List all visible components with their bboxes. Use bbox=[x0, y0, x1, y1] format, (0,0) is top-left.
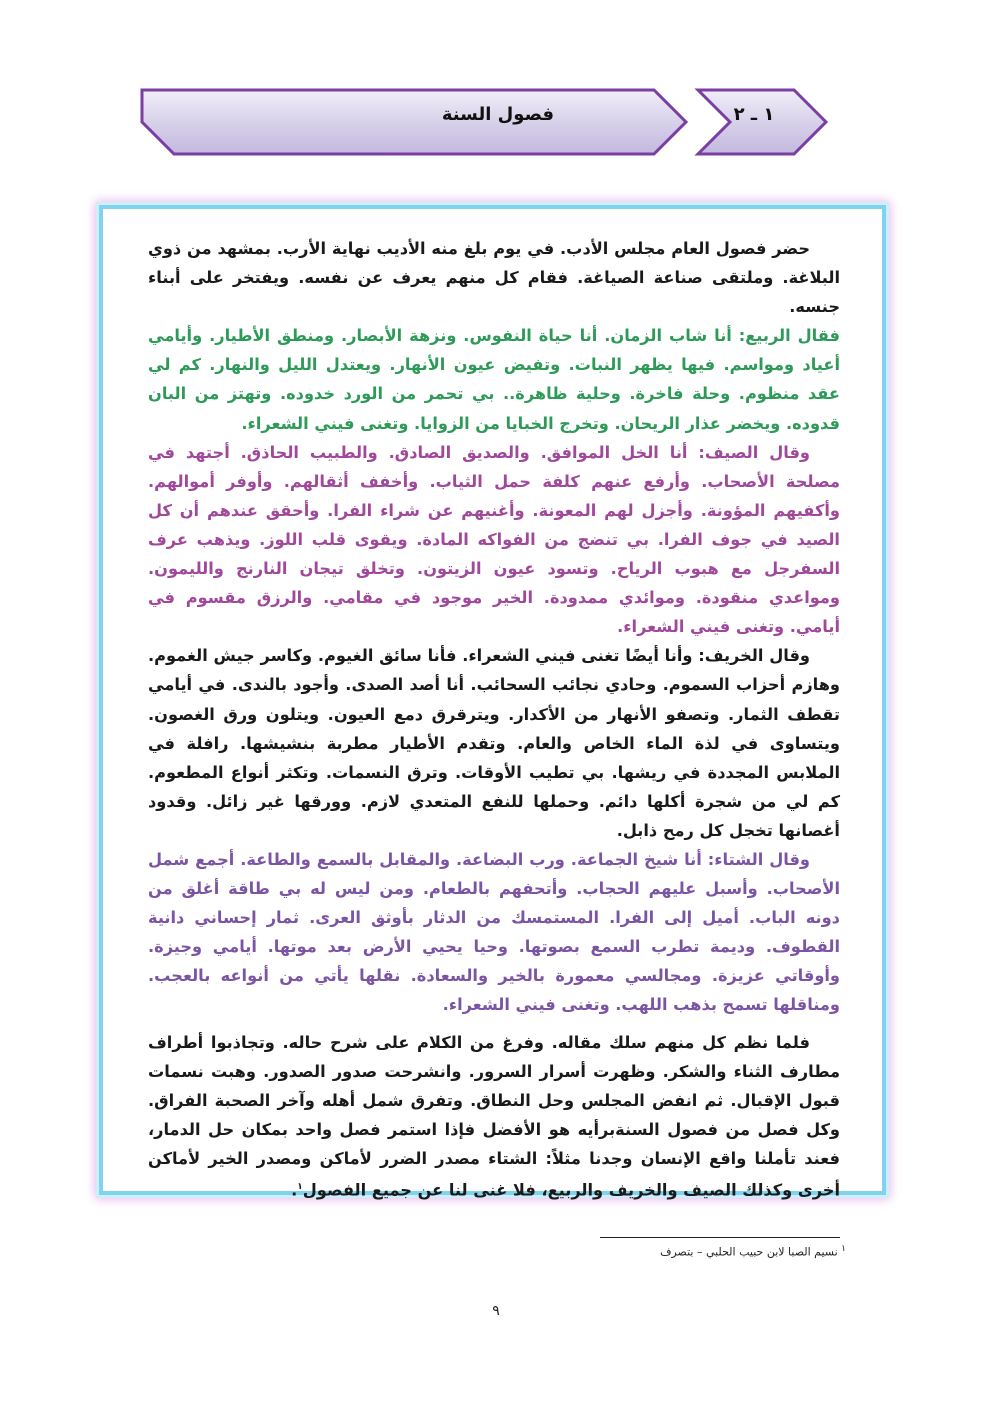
page-number: ٩ bbox=[492, 1303, 500, 1319]
section-banner bbox=[138, 86, 830, 158]
footnote-text: نسيم الصبا لابن حبيب الحلبي – بتصرف bbox=[660, 1245, 838, 1259]
footnote bbox=[560, 1244, 846, 1259]
footnote-marker: ١ bbox=[841, 1244, 846, 1254]
footnote-reference: ١ bbox=[297, 1182, 303, 1192]
footnote-divider bbox=[600, 1237, 840, 1238]
closing-period: . bbox=[291, 1180, 298, 1200]
summer-paragraph: وقال الصيف: أنا الخل الموافق. والصديق الصادق. والطبيب الحاذق. أجتهد في مصلحة الأصحاب. وأرفع عنهم كلفة حمل الثياب. وأخفف أثقالهم. وأوفر أموالهم. وأكفيهم المؤونة. وأجزل لهم المعونة. وأغنيهم عن شراء الفرا. وأحقق عندهم أن كل الصيد في جوف الفرا. بي تنضج من الفواكه المادة. ويقوى قلب اللوز. ويذهب عرف السفرجل مع هبوب الرياح. وتسود عيون الزيتون. وتخلق تيجان النارنج والليمون. ومواعدي منقودة. وموائدي ممدودة. الخير موجود في مقامي. والرزق مقسوم في أيامي. وتغنى فيني الشعراء. bbox=[148, 442, 840, 637]
winter-paragraph: وقال الشتاء: أنا شيخ الجماعة. ورب البضاعة. والمقابل بالسمع والطاعة. أجمع شمل الأصحاب. وأسبل عليهم الحجاب. وأتحفهم بالطعام. ومن ليس له بي طاقة أغلق من دونه الباب. أميل إلى الفرا. المستمسك من الدثار بأوثق العرى. ثمار إحساني دانية القطوف. وديمة تطرب السمع بصوتها. وحيا يحيي الأرض بعد موتها. أيامي وجيزة. وأوقاتي عزيزة. ومجالسي معمورة بالخير والسعادة. نقلها يأتي من أنواعه بالعجب. ومناقلها تسمح بذهب اللهب. وتغنى فيني الشعراء. bbox=[148, 849, 840, 1015]
closing-paragraph bbox=[148, 1028, 840, 1205]
article-body bbox=[148, 234, 840, 1204]
intro-paragraph: حضر فصول العام مجلس الأدب. في يوم بلغ منه الأديب نهاية الأرب. بمشهد من ذوي البلاغة. وملتقى صناعة الصياغة. فقام كل منهم يعرف عن نفسه. ويفتخر على أبناء جنسه. bbox=[148, 239, 840, 317]
autumn-paragraph: وقال الخريف: وأنا أيضًا تغنى فيني الشعراء. فأنا سائق الغيوم. وكاسر جيش الغموم. وهازم أحزاب السموم. وحادي نجائب السحائب. أنا أصد الصدى. وأجود بالندى. في أيامي تقطف الثمار. وتصفو الأنهار من الأكدار. ويترقرق دمع العيون. ويتلون ورق الغصون. ويتساوى في لذة الماء الخاص والعام. وتقدم الأطيار مطربة بنشيشها. رافلة في الملابس المجددة في ريشها. بي تطيب الأوقات. وترق النسمات. وتكثر أنواع المطعوم. كم لي من شجرة أكلها دائم. وحملها للنفع المتعدي لازم. وورقها غير زائل. وقدود أغصانها تخجل كل رمح ذابل. bbox=[148, 646, 840, 840]
section-number: ١ ـ ٢ bbox=[733, 104, 775, 125]
spring-paragraph: فقال الربيع: أنا شاب الزمان. أنا حياة النفوس. ونزهة الأبصار. ومنطق الأطيار. وأيامي أعياد ومواسم. فيها يظهر النبات. وتفيض عيون الأنهار. ويعتدل الليل والنهار. كم لي عقد منظوم. وحلة فاخرة. وحلية ظاهرة.. بي تحمر من الورد خدوده. وتهتز من البان قدوده. ويخضر عذار الريحان. وتخرج الخبايا من الزوايا. وتغنى فيني الشعراء. bbox=[148, 326, 840, 433]
page-title: فصول السنة bbox=[441, 104, 555, 125]
closing-text: فلما نظم كل منهم سلك مقاله. وفرغ من الكلام على شرح حاله. وتجاذبوا أطراف مطارف الثناء والشكر. وظهرت أسرار السرور. وانشرحت صدور الصدور. وهبت نسمات قبول الإقبال. ثم انفض المجلس وحل النطاق. وتفرق شمل أهله وآخر الصحبة الفراق. وكل فصل من فصول السنةبرأيه هو الأفضل فإذا استمر فصل واحد بمكان حل الدمار، فعند تأملنا واقع الإنسان وجدنا مثلاً: الشتاء مصدر الضرر لأماكن ومصدر الخير لأماكن أخرى وكذلك الصيف والخريف والربيع، فلا غنى لنا عن جميع الفصول bbox=[148, 1032, 840, 1200]
